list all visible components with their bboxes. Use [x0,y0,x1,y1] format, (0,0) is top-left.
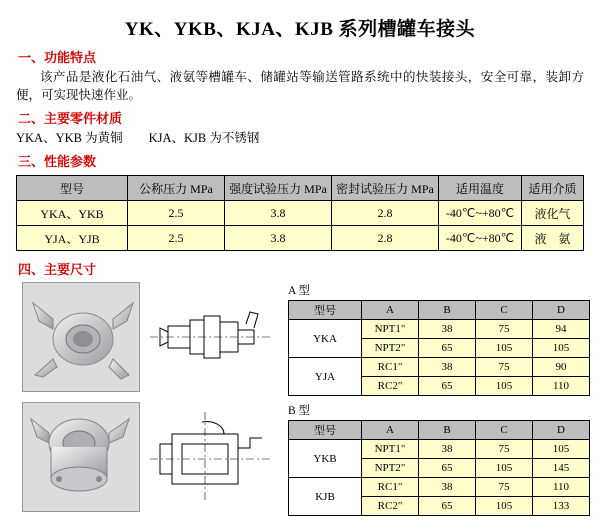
dim-b-r2c3: 75 [476,478,533,497]
drawing-b-art [146,402,274,510]
section-heading-dimensions: 四、主要尺寸 [18,262,97,277]
dim-a-header-1: A [362,301,419,320]
product-photo-a [22,282,140,392]
dim-a-header-0: 型号 [289,301,362,320]
dim-b-r1c4: 145 [533,459,590,478]
table-row [289,440,590,459]
dim-a-header-3: C [476,301,533,320]
dim-b-header-3: C [476,421,533,440]
figure-row-a [22,282,600,396]
dim-b-r3c2: 65 [419,497,476,516]
dim-b-r1c2: 65 [419,459,476,478]
dim-b-header-0: 型号 [289,421,362,440]
dim-b-r3c4: 133 [533,497,590,516]
technical-drawing-a [146,282,274,390]
dim-a-r2c3: 75 [476,358,533,377]
dim-a-model-yja: YJA [289,358,362,396]
perf-r1c2: 3.8 [225,226,332,251]
dim-a-r0c1: NPT1" [362,320,419,339]
table-header-row [289,301,590,320]
dim-b-r3c3: 105 [476,497,533,516]
figures-area [0,282,600,516]
dim-a-r0c2: 38 [419,320,476,339]
dim-b-r2c4: 110 [533,478,590,497]
perf-r1c3: 2.8 [332,226,439,251]
dim-b-r0c2: 38 [419,440,476,459]
perf-r1c5: 液 氨 [522,226,584,251]
document-page [0,14,600,530]
perf-r0c5: 液化气 [522,201,584,226]
perf-header-2: 强度试验压力 MPa [225,176,332,201]
perf-r0c4: -40℃~+80℃ [439,201,522,226]
perf-r1c1: 2.5 [128,226,225,251]
product-photo-b [22,402,140,512]
type-label-a: A 型 [288,285,311,297]
dimension-table-a [288,300,590,396]
material-line-brass: YKA、YKB 为黄铜 [16,131,123,145]
dim-a-header-4: D [533,301,590,320]
dim-a-r3c1: RC2" [362,377,419,396]
dim-b-r1c1: NPT2" [362,459,419,478]
table-header-row [17,176,584,201]
dim-a-r0c4: 94 [533,320,590,339]
dim-a-model-yka: YKA [289,320,362,358]
dim-b-model-ykb: YKB [289,440,362,478]
perf-header-1: 公称压力 MPa [128,176,225,201]
dimension-table-b [288,420,590,516]
table-header-row [289,421,590,440]
section-heading-material: 二、主要零件材质 [18,111,123,126]
dim-b-r1c3: 105 [476,459,533,478]
dim-a-r1c2: 65 [419,339,476,358]
table-row [289,358,590,377]
dim-b-r0c4: 105 [533,440,590,459]
dim-a-header-2: B [419,301,476,320]
features-paragraph: 该产品是液化石油气、液氨等槽罐车、储罐站等输送管路系统中的快装接头，安全可靠，装卸方便，可实现快速作业。 [16,70,584,102]
dim-a-r3c2: 65 [419,377,476,396]
dim-a-r1c1: NPT2" [362,339,419,358]
dim-b-r0c3: 75 [476,440,533,459]
dim-a-r3c4: 110 [533,377,590,396]
dim-a-r2c2: 38 [419,358,476,377]
dim-a-r1c4: 105 [533,339,590,358]
table-row [289,320,590,339]
dim-a-r2c4: 90 [533,358,590,377]
perf-r1c4: -40℃~+80℃ [439,226,522,251]
drawing-a-art [146,282,274,390]
perf-header-3: 密封试验压力 MPa [332,176,439,201]
material-line-steel: KJA、KJB 为不锈钢 [148,131,260,145]
page-title: YK、YKB、KJA、KJB 系列槽罐车接头 [124,19,476,40]
dim-b-r0c1: NPT1" [362,440,419,459]
material-lines [16,129,584,147]
dim-b-header-4: D [533,421,590,440]
dim-a-r3c3: 105 [476,377,533,396]
table-row [17,201,584,226]
table-row [289,478,590,497]
dim-b-model-kjb: KJB [289,478,362,516]
photo-a-art [23,283,139,391]
dim-a-r1c3: 105 [476,339,533,358]
perf-header-0: 型号 [17,176,128,201]
dimension-tables-b [288,402,590,516]
section-heading-features: 一、功能特点 [18,50,97,65]
dim-b-r3c1: RC2" [362,497,419,516]
perf-r0c3: 2.8 [332,201,439,226]
figure-row-b [22,402,600,516]
perf-r1c0: YJA、YJB [17,226,128,251]
perf-header-5: 适用介质 [522,176,584,201]
technical-drawing-b [146,402,274,510]
perf-r0c1: 2.5 [128,201,225,226]
perf-r0c2: 3.8 [225,201,332,226]
dim-b-header-1: A [362,421,419,440]
dim-b-r2c1: RC1" [362,478,419,497]
section-heading-performance: 三、性能参数 [18,154,97,169]
perf-r0c0: YKA、YKB [17,201,128,226]
performance-table [16,175,584,251]
dim-a-r2c1: RC1" [362,358,419,377]
type-label-b: B 型 [288,405,311,417]
performance-table-wrap [16,175,584,251]
dimension-tables-a [288,282,590,396]
dim-b-r2c2: 38 [419,478,476,497]
table-row [17,226,584,251]
dim-b-header-2: B [419,421,476,440]
dim-a-r0c3: 75 [476,320,533,339]
photo-b-art [23,403,139,511]
perf-header-4: 适用温度 [439,176,522,201]
